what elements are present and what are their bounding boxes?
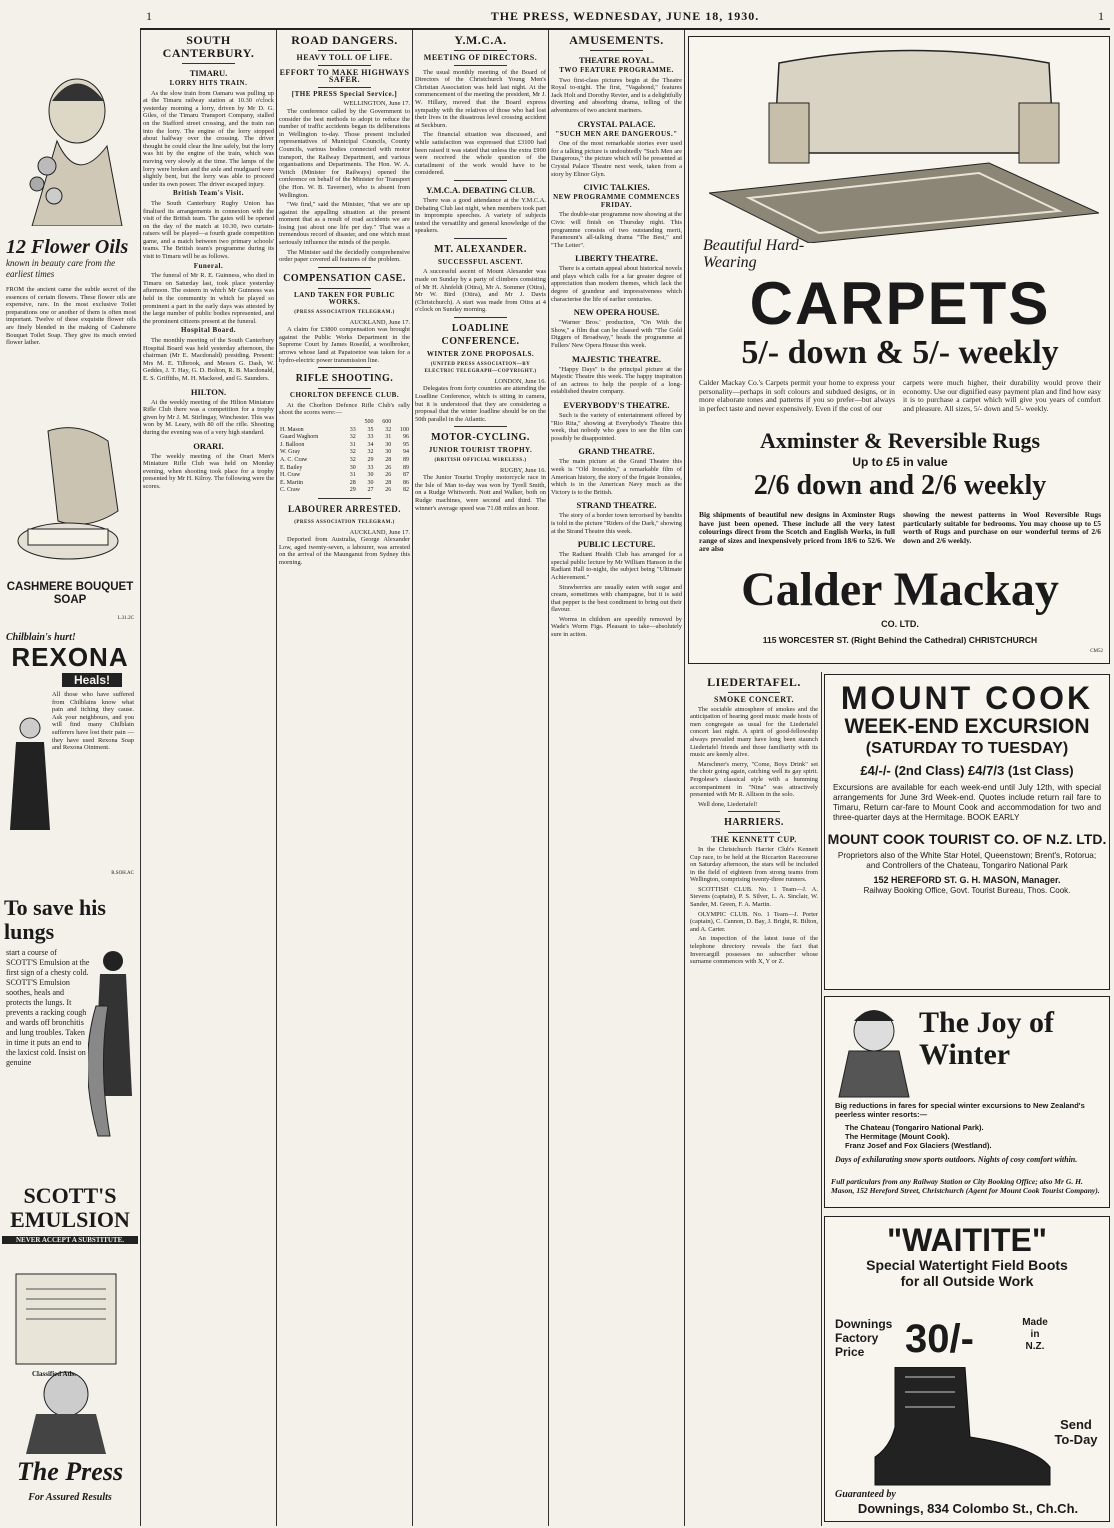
table-cell: 31 xyxy=(349,472,356,479)
table-cell: 33 xyxy=(367,464,374,471)
woman-illustration xyxy=(6,712,54,832)
page-number-left: 1 xyxy=(146,8,152,23)
subheading: HILTON. xyxy=(190,386,227,397)
ad-headline: To save his lungs xyxy=(4,896,106,944)
table-cell: 82 xyxy=(403,487,409,494)
table-cell: 26 xyxy=(385,464,392,471)
article-paragraph: SCOTTISH CLUB. No. 1 Team—J. A. Stevens (captain), P. S. Silver, L. A. Sinclair, W. Sander, M. Green, F. A. Martin. xyxy=(690,885,818,909)
article-paragraph: The main picture at the Grand Theatre this week is "Old Ironsides," a remarkable film of American history, the story of the frigate Ironsides, which is in the American Navy much as the Victory is to the British. xyxy=(551,458,682,496)
south-canterbury-column xyxy=(143,30,274,1524)
ad-owners: Proprietors also of the White Star Hotel, Queenstown; Brent's, Rotorua; and Controllers of the Chateau, Tongariro National Park xyxy=(837,851,1097,870)
kicker: HEAVY TOLL OF LIFE. xyxy=(296,53,393,62)
resort-item: Franz Josef and Fox Glaciers (Westland). xyxy=(845,1141,992,1150)
section-heading: MT. ALEXANDER. xyxy=(434,243,527,255)
article-paragraph: The funeral of Mr R. E. Guinness, who died in Timaru on Saturday last, took place yesterday afternoon. The esteem in which Mr Guinness was held in the community in which he played so prominent a part in the early days was attested by the large number of public bodies represented, and the prominent citizens present at the funeral. xyxy=(143,272,274,325)
theatre-heading: STRAND THEATRE. xyxy=(576,500,657,511)
ad-dates: (SATURDAY TO TUESDAY) xyxy=(865,740,1069,757)
kicker: Funeral. xyxy=(193,261,224,270)
theatre-heading: CIVIC TALKIES. xyxy=(583,182,650,193)
kicker: NEW PROGRAMME COMMENCES FRIDAY. xyxy=(553,193,680,209)
table-cell: 28 xyxy=(385,479,392,486)
resort-item: The Hermitage (Mount Cook). xyxy=(845,1132,950,1141)
ad-body-left: Calder Mackay Co.'s Carpets permit your home to express your personality—perhaps in soft colours and subdued designs, or in more elaborate tones and patterns if you so prefer—but always in perfect taste and never expensively. Even if the cost of our xyxy=(699,378,895,413)
kicker: EFFORT TO MAKE HIGHWAYS SAFER. xyxy=(279,67,410,85)
table-cell: C. Craw xyxy=(280,487,300,494)
table-cell: 33 xyxy=(349,426,356,433)
dateline: AUCKLAND, June 17. xyxy=(349,528,410,536)
calder-mackay-logo: Calder Mackay xyxy=(741,563,1059,616)
table-cell: 95 xyxy=(403,441,409,448)
table-cell: 100 xyxy=(400,426,409,433)
section-heading: RIFLE SHOOTING. xyxy=(295,373,394,385)
boot-illustration xyxy=(855,1367,1055,1487)
kicker: JUNIOR TOURIST TROPHY. xyxy=(428,446,533,455)
waitite-boots-ad xyxy=(824,1216,1110,1522)
send-today: Send To-Day xyxy=(1054,1417,1098,1447)
section-heading: ROAD DANGERS. xyxy=(291,33,398,47)
kicker: SMOKE CONCERT. xyxy=(714,695,794,704)
ad-subheadline: Special Watertight Field Boots for all Outside Work xyxy=(866,1257,1068,1289)
cashmere-bouquet-logo: CASHMERE BOUQUET SOAP xyxy=(6,581,134,606)
article-paragraph: The South Canterbury Rugby Union has finalised its arrangements in connexion with the visit of the British team. The gates will be opened on the day of the match at 10.30, two curtain-raisers will be played—a fourth grade competition game, and a match between two primary schools' teams. The British team's programme during its visit to Timaru will be as follows. xyxy=(143,199,274,261)
table-cell: A. C. Craw xyxy=(280,456,308,463)
byline: (PRESS ASSOCIATION TELEGRAM.) xyxy=(294,310,395,316)
table-row xyxy=(279,465,410,473)
ad-tagline: Days of exhilarating snow sports outdoors. Nights of cosy comfort within. xyxy=(835,1155,1078,1164)
press-classified-ad xyxy=(2,1260,138,1522)
table-row xyxy=(279,457,410,465)
mount-cook-excursion-ad xyxy=(824,674,1110,990)
article-paragraph: The monthly meeting of the South Canterbury Hospital Board was held yesterday afternoon, the chairman (Mr E. Macdonald) presiding. Present: Mrs M. E. Tilbrook, and Messrs G. Dash, W. Geddes, J. T. Hay, G. D. Bolton, R. B. Macdonald, E. S. Griffiths, M. H. Mackeod, and G. Saunders. xyxy=(143,337,274,382)
table-row xyxy=(279,480,410,488)
article-paragraph: At the Chorlton Defence Rifle Club's rally shoot the scores were:— xyxy=(279,401,410,417)
table-cell: 30 xyxy=(385,449,392,456)
table-header-cell: 600 xyxy=(382,418,392,425)
kicker: LAND TAKEN FOR PUBLIC WORKS. xyxy=(293,290,396,307)
table-cell: H. Craw xyxy=(280,472,301,479)
kicker: SUCCESSFUL ASCENT. xyxy=(437,257,524,266)
ad-footer-lead: Guaranteed by xyxy=(835,1489,896,1500)
ad-subheadline: WEEK-END EXCURSION xyxy=(844,715,1090,738)
section-heading: COMPENSATION CASE. xyxy=(283,272,406,284)
ad-lead: Beautiful Hard-Wearing xyxy=(703,237,805,271)
the-press-logo: The Press xyxy=(16,1457,124,1486)
table-cell: 26 xyxy=(385,472,392,479)
column-rule xyxy=(548,30,549,1526)
subheading: TIMARU. xyxy=(189,68,228,78)
article-paragraph: The financial situation was discussed, and while satisfaction was expressed that £3100 had been raised it was stated that unless the extra £900 were received the whole question of the curtailment of the work would have to be considered. xyxy=(415,131,546,177)
kicker: THE KENNETT CUP. xyxy=(711,835,797,845)
column-rule xyxy=(684,30,685,1526)
firm-ltd: CO. LTD. xyxy=(881,619,919,629)
ad-fares: £4/-/- (2nd Class) £4/7/3 (1st Class) xyxy=(860,763,1074,778)
table-header-cell xyxy=(392,419,410,427)
sofa-and-rug-illustration xyxy=(709,43,1099,243)
table-cell: 86 xyxy=(403,479,409,486)
subheading: ORARI. xyxy=(193,440,224,451)
table-cell: 30 xyxy=(385,441,392,448)
article-paragraph: Strawberries are usually eaten with sugar and cream, sometimes with champagne, but it is said that pepper is the best condiment to bring out their flavour. xyxy=(551,583,682,614)
ad-footer: For Assured Results xyxy=(28,1492,112,1503)
company-name: MOUNT COOK TOURIST CO. OF N.Z. LTD. xyxy=(827,831,1107,847)
table-cell: E. Martin xyxy=(280,479,303,486)
article-paragraph: A claim for £3800 compensation was brought against the Public Works Department in the Supreme Court by James Roseild, a woolbroker, arrows whose land at Papatoetoe was taken for a hydro-electric power transmission line. xyxy=(279,326,410,364)
kicker: MEETING OF DIRECTORS. xyxy=(423,53,538,62)
ad-body: Classified Ads. xyxy=(32,1370,76,1378)
rugs-price: Up to £5 in value xyxy=(852,455,948,469)
road-dangers-column xyxy=(279,30,410,1524)
rexona-logo: REXONA xyxy=(11,642,129,672)
article-paragraph: A successful ascent of Mount Alexander was made on Sunday by a party of climbers consisting of Mr H. Ahnfeldt (Otira), Mr A. Sommer (Otira), Mr W. Bird (Otira), and Mr J. Davis (Christchurch). A start was made from Otira at 4 o'clock on Sunday morning. xyxy=(415,268,546,314)
rifle-scores-table xyxy=(279,419,410,495)
section-heading: LABOURER ARRESTED. xyxy=(287,503,402,514)
table-row xyxy=(279,434,410,442)
ad-headline: MOUNT COOK xyxy=(840,680,1094,716)
table-header-cell: 500 xyxy=(364,418,374,425)
rugs-terms: 2/6 down and 2/6 weekly xyxy=(753,470,1047,501)
rugs-heading: Axminster & Reversible Rugs xyxy=(759,428,1041,453)
table-cell: 28 xyxy=(385,456,392,463)
ad-headline: CARPETS xyxy=(749,270,1051,337)
table-cell: 27 xyxy=(367,487,374,494)
byline: (BRITISH OFFICIAL WIRELESS.) xyxy=(434,457,527,463)
ad-address: 152 HEREFORD ST. G. H. MASON, Manager. xyxy=(873,875,1061,885)
flower-oils-ad xyxy=(2,36,138,626)
joy-of-winter-ad xyxy=(824,996,1110,1208)
article-paragraph: The conference called by the Government to consider the best methods to adopt to reduce the number of traffic accidents began its deliberations in Wellington to-day. Those present included representatives of Municipal Councils, County Councils, various bodies connected with motor transport, the Railway Department, and various organisations and Departments. The Hon. W. A. Veitch (Minister for Railways) opened the conference on behalf of the Minister for Transport (the Hon. W. B. Taverner), who is absent from Wellington. xyxy=(279,107,410,199)
soap-bar-illustration xyxy=(8,421,133,571)
table-cell: 34 xyxy=(367,441,374,448)
article-paragraph: Such is the variety of entertainment offered by "Rio Rita," showing at Everybody's Theatre this week, that nobody who goes to see the film can possibly be disappointed. xyxy=(551,412,682,442)
article-paragraph: The Junior Tourist Trophy motorcycle race in the Isle of Man to-day was won by Tyrell Smith, on a Rudge Whitworth. Nott and Walker, both on Rudge machines, were second and third. The winner's average speed was 71.08 miles an hour. xyxy=(415,474,546,512)
ad-lead: Chilblain's hurt! xyxy=(6,632,76,643)
article-paragraph: The Radiant Health Club has arranged for a special public lecture by Mr William Hanson in the Radiant Hall to-night, the subject being "Ultimate Achievement." xyxy=(551,551,682,581)
table-cell: 30 xyxy=(349,464,356,471)
article-paragraph: The Minister said the decidedly comprehensive order paper covered all features of the problem. xyxy=(279,248,410,264)
article-paragraph: Delegates from forty countries are attending the Loadline Conference, which is sitting in camera, but it is understood that they are considering a proposal that the winter loadline should be on the 50th parallel in the Atlantic. xyxy=(415,385,546,423)
woman-with-flowers-illustration xyxy=(22,56,132,226)
table-cell: 31 xyxy=(385,434,392,441)
ad-footer: Full particulars from any Railway Station or City Booking Office; also Mr G. H. Mason, 152 Hereford Street, Christchurch (Agent for Mount Cook Tourist Company). xyxy=(831,1177,1100,1195)
table-row xyxy=(279,427,410,435)
subheading: Y.M.C.A. DEBATING CLUB. xyxy=(426,184,535,195)
masthead xyxy=(140,4,1110,30)
article-paragraph: Worms in children are speedily removed by Wade's Worm Figs. Pleasant to take—absolutely sure in action. xyxy=(551,615,682,639)
byline: (PRESS ASSOCIATION TELEGRAM.) xyxy=(294,519,395,525)
table-cell: 31 xyxy=(349,441,356,448)
section-heading: SOUTH CANTERBURY. xyxy=(162,33,255,60)
table-header-cell xyxy=(344,419,357,427)
ad-body: Excursions are available for each week-end until July 12th, with special arrangements for June 3rd Week-end. Quotes include return rail fare to Timaru, Return car-fare to Mount Cook and accommodation for two and three-quarter days at the Hermitage. BOOK EARLY xyxy=(833,783,1101,822)
table-header-row xyxy=(279,419,410,427)
article-paragraph: The usual monthly meeting of the Board of Directors of the Christchurch Young Men's Christian Association was held last night. At the commencement of the meeting the president, Mr J. W. Hillary, moved that the Board express sympathy with the relatives of those who had lost their lives in the disastrous level crossing accident at Seckburn. xyxy=(415,68,546,129)
table-cell: E. Bailey xyxy=(280,464,303,471)
table-cell: 30 xyxy=(367,472,374,479)
table-row xyxy=(279,487,410,495)
child-in-snow-illustration xyxy=(829,1001,919,1099)
amusements-column xyxy=(551,30,682,1524)
theatre-heading: CRYSTAL PALACE. xyxy=(577,118,656,129)
ad-footer: Railway Booking Office, Govt. Tourist Bureau, Thos. Cook. xyxy=(863,886,1071,895)
ad-heals: Heals! xyxy=(62,673,122,687)
article-paragraph: In the Christchurch Harrier Club's Kennett Cup race, to be held at the Riccarton Racecourse on Saturday afternoon, the stars will be included in the field of eighteen from strong teams from Wellington, comprising twenty-three runners. xyxy=(690,845,818,884)
table-cell: 32 xyxy=(385,426,392,433)
theatre-heading: LIBERTY THEATRE. xyxy=(575,253,658,264)
theatre-heading: NEW OPERA HOUSE. xyxy=(573,307,660,318)
theatre-heading: GRAND THEATRE. xyxy=(578,446,655,457)
ad-body-right: carpets were much higher, their durability would prove their economy. Use our dignified easy payment plan and find how easy it is to purchase a carpet which will give you years of comfort and pleasure. All sizes, 5/- down and 5/- weekly. xyxy=(903,378,1101,413)
kicker: Hospital Board. xyxy=(181,326,236,335)
article-paragraph: One of the most remarkable stories ever used for a talking picture is undoubtedly "Such Men are Dangerous," the picture which will be presented at Crystal Palace Theatre next week, taken from a story by Elinor Glyn. xyxy=(551,140,682,178)
dateline: RUGBY, June 16. xyxy=(499,466,546,474)
page-number-right: 1 xyxy=(1098,8,1104,23)
price-label: Downings Factory Price xyxy=(835,1317,893,1359)
table-cell: W. Gray xyxy=(280,449,301,456)
section-heading: LIEDERTAFEL. xyxy=(707,675,801,689)
table-cell: 96 xyxy=(403,434,409,441)
article-paragraph: Marschner's merry, "Come, Boys Drink" set the choir going again, catching well its gay spirit. Pergolese's classical style with a humming accompaniment in "Nina" was attractively presented with Mr R. Allison in the solo. xyxy=(690,760,818,799)
article-paragraph: At the weekly meeting of the Hilton Miniature Rifle Club there was a competition for a trophy given by Mr J. M. Stirlingay, Winchester. This was won by M. Leary, with 80 off the rifle. Shooting during the evening was of a very high standard. xyxy=(143,398,274,436)
theatre-heading: PUBLIC LECTURE. xyxy=(577,539,656,550)
table-cell: 33 xyxy=(367,434,374,441)
table-row xyxy=(279,472,410,480)
article-paragraph: The story of a border town terrorised by bandits is told in the picture "Riders of the Dark," showing at the Strand Theatre this week. xyxy=(551,512,682,535)
article-paragraph: "We find," said the Minister, "that we are up against the appalling situation at the present moment that as a result of road accidents we are losing just about one life per day." That was a tremendous record of disaster, and one which must seriously influence the minds of the people. xyxy=(279,201,410,247)
ad-code: L.31.2C xyxy=(117,616,134,621)
newspaper-reader-illustration xyxy=(6,1264,134,1454)
section-heading: LOADLINE CONFERENCE. xyxy=(441,323,520,348)
ad-body: Big reductions in fares for special winter excursions to New Zealand's peerless winter resorts:— xyxy=(835,1101,1085,1119)
article-paragraph: "Warner Bros.' production, "On With the Show," a film that can be classed with "The Gold Diggers of Broadway," heads the programme at Fullers' New Opera House this week. xyxy=(551,319,682,350)
kicker: "SUCH MEN ARE DANGEROUS." xyxy=(555,129,678,138)
article-paragraph: There was a good attendance at the Y.M.C.A. Debating Club last night, when members took part in impromptu speeches. A variety of subjects tested the versatility and general knowledge of the speakers. xyxy=(415,196,546,235)
column-rule xyxy=(412,30,413,1526)
ad-body: All those who have suffered from Chilblains know what pain and itching they cause. Ask your neighbours, and you will find many Chilblain sufferers have lost their pain — they have used Rexona Soap and Rexona Ointment. xyxy=(52,691,134,752)
table-cell: 87 xyxy=(403,472,409,479)
column-rule xyxy=(821,672,822,1526)
section-heading: MOTOR-CYCLING. xyxy=(431,432,530,444)
ad-terms: 5/- down & 5/- weekly xyxy=(741,334,1059,371)
calder-mackay-carpets-ad xyxy=(688,36,1110,664)
table-cell: 29 xyxy=(367,456,374,463)
table-cell: 30 xyxy=(367,479,374,486)
table-cell: 35 xyxy=(367,426,374,433)
column-rule xyxy=(276,30,277,1526)
kicker: WINTER ZONE PROPOSALS. xyxy=(426,350,535,359)
table-cell: 89 xyxy=(403,464,409,471)
article-paragraph: There is a certain appeal about historical novels and plays which calls for a far greater degree of appreciation than modern themes, which lack the degree of grandeur and impressiveness which characterise the life of earlier centuries. xyxy=(551,265,682,303)
table-cell: 32 xyxy=(367,449,374,456)
waitite-logo: "WAITITE" xyxy=(886,1222,1048,1258)
table-cell: Guard Waghorn xyxy=(280,434,319,441)
table-cell: 29 xyxy=(349,487,356,494)
liedertafel-column xyxy=(690,672,818,1522)
kicker: CHORLTON DEFENCE CLUB. xyxy=(289,391,400,400)
table-cell: 32 xyxy=(349,456,356,463)
section-heading: HARRIERS. xyxy=(724,817,784,829)
table-cell: 89 xyxy=(403,456,409,463)
kicker: LORRY HITS TRAIN. xyxy=(169,79,248,87)
price: 30/- xyxy=(905,1317,974,1361)
scotts-emulsion-ad xyxy=(2,896,138,1252)
theatre-heading: EVERYBODY'S THEATRE. xyxy=(563,400,670,410)
ymca-column xyxy=(415,30,546,1524)
masthead-title: THE PRESS, WEDNESDAY, JUNE 18, 1930. xyxy=(490,8,760,23)
made-in-nz: Made in N.Z. xyxy=(1022,1317,1048,1352)
table-cell: 28 xyxy=(349,479,356,486)
resort-item: The Chateau (Tongariro National Park). xyxy=(845,1123,984,1132)
table-row xyxy=(279,442,410,450)
ad-tagline: known in beauty care from the earliest times xyxy=(6,258,116,279)
article-paragraph: OLYMPIC CLUB. No. 1 Team—J. Porter (captain), C. Cannon, D. Bay, J. Bright, R. Bilton, and A. Carter. xyxy=(690,910,818,933)
theatre-heading: THEATRE ROYAL. xyxy=(578,55,655,65)
table-cell: 32 xyxy=(349,449,356,456)
kicker: TWO FEATURE PROGRAMME. xyxy=(559,66,674,74)
article-paragraph: Two first-class pictures begin at the Theatre Royal to-night. The first, "Vagabond," features Jack Holt and Dorothy Revier, and is a delightfully diverting and absorbing drama, telling of the adventures of two ancient mariners. xyxy=(551,76,682,114)
ad-body: start a course of SCOTT'S Emulsion at the first sign of a chesty cold. SCOTT'S Emulsion soothes, heals and protects the lungs. It prevents a racking cough and wards off bronchitis and lung troubles. Taken in time it puts an end to the laxicst cold. Insist on genuine xyxy=(6,948,90,1067)
table-cell: J. Balloon xyxy=(280,441,305,448)
article-paragraph: An inspection of the latest issue of the telephone directory reveals the fact that Invercargill possesses no subscriber whose surname commences with X, Y or Z. xyxy=(690,935,818,966)
section-heading: AMUSEMENTS. xyxy=(569,33,664,47)
article-paragraph: The weekly meeting of the Orari Men's Miniature Rifle Club was held on Monday evening, when shooting took place for a trophy presented by Mr H. Kilroy. The following were the scores. xyxy=(143,452,274,490)
rugs-body-right: showing the newest patterns in Wool Reversible Rugs particularly suitable for bedrooms. You may choose up to £5 worth of Rugs and purchase on our wonderful terms of 2/6 down and 2/6 weekly. xyxy=(903,510,1101,545)
dateline: WELLINGTON, June 17. xyxy=(343,100,410,108)
table-cell: 94 xyxy=(403,449,409,456)
byline: [THE PRESS Special Service.] xyxy=(291,89,398,98)
article-paragraph: "Happy Days" is the principal picture at the Majestic Theatre this week. The happy inspiration of an actress to help the people of a long-established theatre company. xyxy=(551,365,682,396)
ad-footer: Downings, 834 Colombo St., Ch.Ch. xyxy=(857,1501,1079,1516)
article-paragraph: The sociable atmosphere of smokes and the anticipation of hearing good music made hosts of men congregate as usual for the Liedertafel concert last night. A spirit of good-fellowship always prevailed many have long been staunch Liedertafel friends and those familiarity with its music are keenly alive. xyxy=(690,705,818,759)
scotts-emulsion-logo: SCOTT'S EMULSION xyxy=(10,1183,130,1232)
table-header-cell xyxy=(279,419,344,427)
dateline: LONDON, June 16. xyxy=(494,377,546,385)
column-rule xyxy=(140,30,141,1526)
table-cell: 32 xyxy=(349,434,356,441)
kicker: British Team's Visit. xyxy=(173,189,244,198)
firm-address: 115 WORCESTER ST. (Right Behind the Cathedral) CHRISTCHURCH xyxy=(762,635,1038,645)
ad-body: FROM the ancient came the subtle secret of the essences of certain flowers. These flower oils are expensive, rare. In the most exclusive Toilet preparations one or another of them is often most important. Twelve of these exquisite flower oils are finely blended in the making of Cashmere Bouquet Toilet Soap. They give its much envied flower lather. xyxy=(6,286,136,347)
article-paragraph: Deported from Australia, George Alexander Low, aged twenty-seven, a labourer, was arrested on the arrival of the Maunganui from Sydney this morning. xyxy=(279,536,410,566)
fisherman-with-cod-illustration xyxy=(88,946,138,1146)
dateline: AUCKLAND, June 17. xyxy=(349,318,410,326)
ad-code: CM52 xyxy=(1090,649,1103,654)
article-paragraph: Well done, Liedertafel! xyxy=(698,800,758,808)
article-paragraph: As the slow train from Oamaru was pulling up at the Timaru railway station at 10.30 o'clock yesterday morning a lorry, driven by Mr D. G. Giles, of the Timaru Transport Company, stalled on the Stafford street crossing, and the train ran into the lorry. The engine of the lorry stopped about halfway over the crossing. The driver thought he could clear the line safely, but the lorry was hit by the engine of the train, which was moving very slowly at the time. The lamps of the lorry were broken and the axle and mudguard were slightly bent, but the lorry was able to proceed under its own power. The driver escaped injury. xyxy=(143,89,274,188)
rexona-ad xyxy=(2,632,138,882)
rugs-body-left: Big shipments of beautiful new designs in Axminster Rugs have just been opened. These include all the very latest colourings direct from the Scotch and English Works, in full range of sizes and inexpensively priced from 18/6 to 52/6. We are also xyxy=(699,510,895,554)
byline: (UNITED PRESS ASSOCIATION—BY ELECTRIC TELEGRAPH—COPYRIGHT.) xyxy=(424,361,537,375)
article-paragraph: The double-star programme now showing at the Civic will finish on Thursday night. This programme consists of two outstanding merit, Paramount's all-talking drama "The Best," and "The Letter". xyxy=(551,211,682,249)
table-row xyxy=(279,449,410,457)
table-cell: 26 xyxy=(385,487,392,494)
ad-headline: The Joy of Winter xyxy=(919,1006,1054,1071)
theatre-heading: MAJESTIC THEATRE. xyxy=(572,353,661,364)
ad-headline: 12 Flower Oils xyxy=(6,236,129,258)
table-cell: H. Mason xyxy=(280,426,304,433)
section-heading: Y.M.C.A. xyxy=(454,33,507,47)
ad-footer: NEVER ACCEPT A SUBSTITUTE. xyxy=(2,1236,138,1244)
ad-code: R.SOH.AC xyxy=(111,871,134,876)
